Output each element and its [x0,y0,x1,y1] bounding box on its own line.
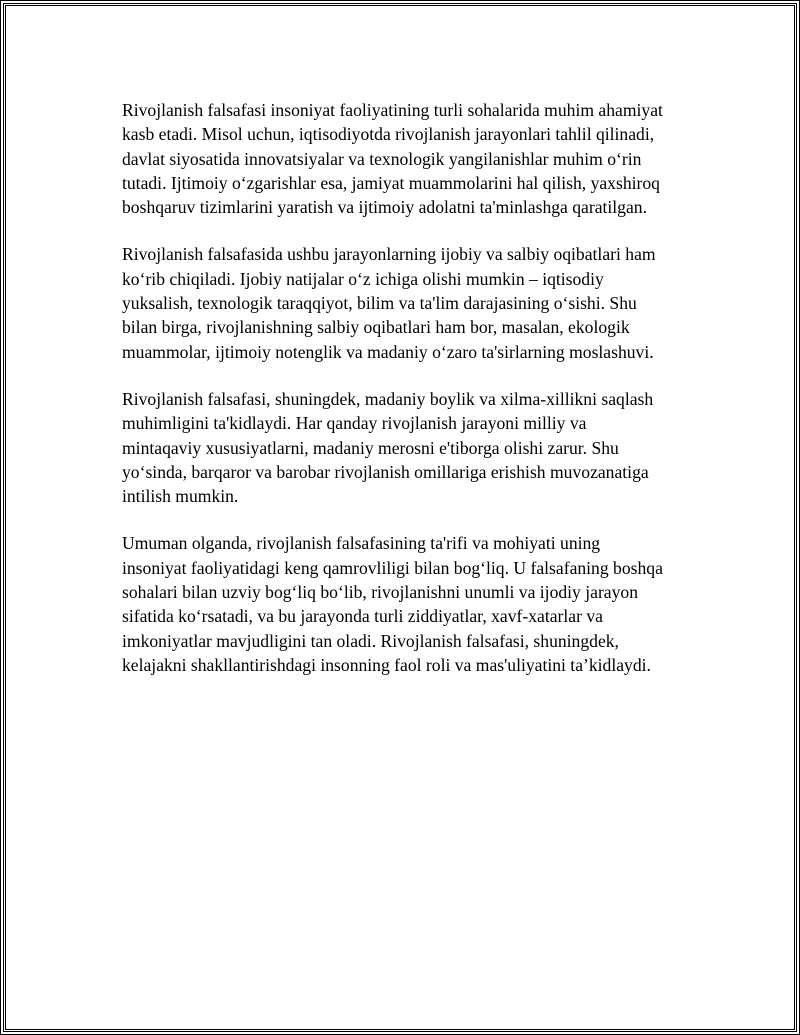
text-line: kelajakni shakllantirishdagi insonning faol roli va mas'uliyatini ta’kidlaydi. [122,654,651,675]
text-line: kasb etadi. Misol uchun, iqtisodiyotda rivojlanish jarayonlari tahlil qilinadi, [122,124,655,145]
text-line: Rivojlanish falsafasida ushbu jarayonlarning ijobiy va salbiy oqibatlari ham [122,244,656,265]
paragraph-1 [122,98,702,219]
text-line: muhimligini ta'kidlaydi. Har qanday rivojlanish jarayoni milliy va [122,413,587,434]
text-line: sohalari bilan uzviy bog‘liq bo‘lib, rivojlanishni unumli va ijodiy jarayon [122,582,639,603]
text-line: Umuman olganda, rivojlanish falsafasining ta'rifi va mohiyati uning [122,533,601,554]
text-line: insoniyat faoliyatidagi keng qamrovliligi bilan bog‘liq. U falsafaning boshqa [122,557,663,578]
text-line: boshqaruv tizimlarini yaratish va ijtimoiy adolatni ta'minlashga qaratilgan. [122,197,647,218]
text-line: davlat siyosatida innovatsiyalar va texnologik yangilanishlar muhim o‘rin [122,148,642,169]
paragraph-4 [122,531,702,677]
text-line: yo‘sinda, barqaror va barobar rivojlanish omillariga erishish muvozanatiga [122,461,649,482]
text-line: intilish mumkin. [122,486,239,507]
text-line: bilan birga, rivojlanishning salbiy oqibatlari ham bor, masalan, ekologik [122,317,630,338]
text-line: ko‘rib chiqiladi. Ijobiy natijalar o‘z ichiga olishi mumkin – iqtisodiy [122,268,604,289]
paragraph-2 [122,242,702,363]
text-line: yuksalish, texnologik taraqqiyot, bilim va ta'lim darajasining o‘sishi. Shu [122,293,637,314]
paragraph-3 [122,387,702,508]
text-line: Rivojlanish falsafasi insoniyat faoliyatining turli sohalarida muhim ahamiyat [122,100,663,120]
text-line: tutadi. Ijtimoiy o‘zgarishlar esa, jamiyat muammolarini hal qilish, yaxshiroq [122,172,660,193]
text-line: mintaqaviy xususiyatlarni, madaniy merosni e'tiborga olishi zarur. Shu [122,437,619,458]
text-line: Rivojlanish falsafasi, shuningdek, madaniy boylik va xilma-xillikni saqlash [122,388,654,409]
document-body [122,98,702,700]
text-line: muammolar, ijtimoiy notenglik va madaniy o‘zaro ta'sirlarning moslashuvi. [122,341,654,362]
text-line: imkoniyatlar mavjudligini tan oladi. Rivojlanish falsafasi, shuningdek, [122,630,619,651]
text-line: sifatida ko‘rsatadi, va bu jarayonda turli ziddiyatlar, xavf-xatarlar va [122,606,603,627]
